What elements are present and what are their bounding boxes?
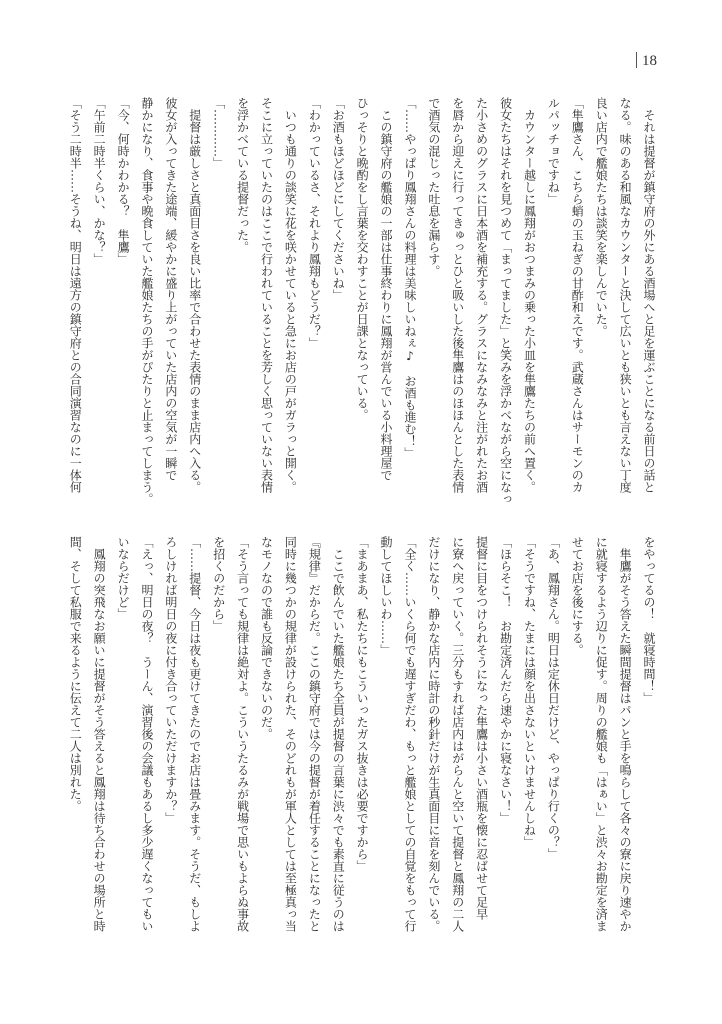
text-column: この鎮守府の艦娘の一部は仕事終わりに鳳翔が営んでいる小料理屋で [379,97,394,481]
text-column: で酒気の混じった吐息を漏らす。 [426,97,441,277]
text-column: 「隼鷹さん、こちら蛸の玉ねぎの甘酢和えです。武蔵さんはサーモンのカ [570,97,585,493]
page-number-divider [636,52,637,68]
text-column: 「あ、鳳翔さん。明日は定休日だけど、やっぱり行くの？」 [546,536,561,860]
text-column: それは提督が鎮守府の外にある酒場へと足を運ぶことになる前日の話と [642,97,656,493]
text-column: に寮へ戻っていく。三分もすれば店内はがらんと空いて提督と鳳翔の二人 [450,536,465,932]
text-column: 「そう二時半……そうね、明日は遠方の鎮守府との合同演習なのに一体何 [68,97,83,493]
top-text-block [62,97,660,509]
text-column: を唇から迎えに行ってきゅっとひと吸いした後隼鷹はのほほんとした表情 [450,97,465,493]
text-column: 「お酒もほどほどにしてくださいね」 [331,97,346,301]
text-column: いつも通りの談笑に花を咲かせていると急にお店の戸がガラっと開く。 [283,97,298,493]
text-column: 「…………」 [211,97,226,169]
text-column: に就寝するよう辺りに促す。周りの艦娘も「はぁい」と渋々お勘定を済ま [594,536,609,932]
text-column: ひっそりと晩酌をし言葉を交わすことが日課となっている。 [355,97,370,421]
page-number [636,52,657,70]
text-column: 「……やっぱり鳳翔さんの料理は美味しいねぇ♪ お酒も進む！」 [402,97,417,459]
page-number-text: 18 [642,53,657,69]
text-column: 「今、何時かわかる？ 隼鷹」 [116,97,131,265]
text-column: を浮かべている提督だった。 [235,97,250,253]
text-column: 隼鷹がそう答えた瞬間提督はパンと手を鳴らして各々の寮に戻り速やか [618,536,633,932]
text-column: た小さめのグラスに日本酒を補充する。グラスになみなみと注がれたお酒 [474,97,489,493]
text-column: ルパッチョですね」 [546,97,561,205]
text-column: をやってるの！ 就寝時間！」 [642,536,656,704]
text-column: 動してほしいわ……」 [379,536,394,656]
text-column: なる。味のある和風なカウンターと決して広いとも狭いとも言えない丁度 [618,97,633,493]
text-column: 「まあまあ、私たちにもこういったガス抜きは必要ですから」 [355,536,370,872]
text-column: 静かになり、食事や晩食していた艦娘たちの手がぴたりと止まってしまう。 [139,97,154,505]
text-column: そこに立っていたのはここで行われていることを芳しく思っていない表情 [259,97,274,493]
text-column: 『規律』だからだ。ここの鎮守府では今の提督が着任することになったと [307,536,322,932]
text-column: 「えっ、明日の夜？ うーん、演習後の会議もあるし多少遅くなってもい [139,536,154,932]
text-column: 彼女が入ってきた途端、緩やかに盛り上がっていた店内の空気が一瞬で [163,97,178,481]
text-column: せてお店を後にする。 [570,536,585,656]
text-column: 「午前二時半くらい、かな？」 [92,97,107,265]
text-column: 「わかっているさ、それより鳳翔もどうだ？」 [307,97,322,349]
text-column: ここで飲んでいた艦娘たち全員が提督の言葉に渋々でも素直に従うのは [331,536,346,932]
text-column: を招くのだから」 [211,536,226,632]
text-column: ろしければ明日の夜に付き合っていただけますか？」 [163,536,178,824]
text-column: 「ほらそこ！ お勘定済んだら速やかに寝なさい！」 [498,536,513,824]
text-column: 「全く……いくら何でも遅すぎだわ、もっと艦娘としての自覚をもって行 [402,536,417,932]
text-column: 提督に目をつけられそうになった隼鷹は小さい酒瓶を懐に忍ばせて足早 [474,536,489,920]
text-column: 「……提督、今日は夜も更けてきたのでお店は畳みます。そうだ、もしよ [187,536,202,932]
text-column: 良い店内で艦娘たちは談笑を楽しんでいた。 [594,97,609,337]
bottom-text-block [62,536,660,952]
text-column: いならだけど」 [116,536,131,620]
text-column: 彼女たちはそれを見つめて「まってました」と笑みを浮かべながら空になっ [498,97,513,505]
text-column: 鳳翔の突飛なお願いに提督がそう答えると鳳翔は待ち合わせの場所と時 [92,536,107,932]
text-column: 間、そして私服で来るように伝えて二人は別れた。 [68,536,83,812]
text-column: カウンター越しに鳳翔がおつまみの乗った小皿を隼鷹たちの前へ置く。 [522,97,537,493]
text-column: 「そうですね、たまには顔を出さないといけませんしね」 [522,536,537,848]
text-column: 同時に幾つかの規律が設けられた、そのどれもが軍人としては至極真っ当 [283,536,298,932]
text-column: なモノなので誰も反論できないのだ。 [259,536,274,740]
text-column: 「そう言っても規律は絶対よ。こういうたるみが戦場で思いもよらぬ事故 [235,536,250,932]
text-column: だけになり、静かな店内に時計の秒針だけが生真面目に音を刻んでいる。 [426,536,441,932]
text-column: 提督は厳しさと真面目さを良い比率で合わせた表情のまま店内へ入る。 [187,97,202,493]
